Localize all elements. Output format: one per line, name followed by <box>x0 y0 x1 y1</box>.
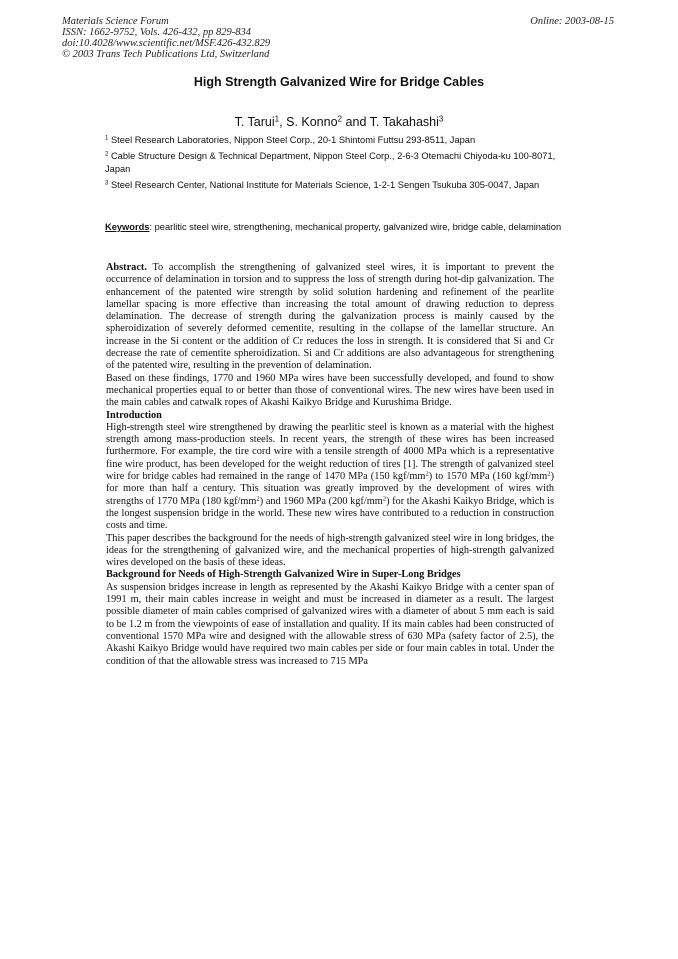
text-run: ) and 1960 MPa (200 kgf/mm <box>259 495 383 507</box>
affiliation-number: 2 <box>105 151 109 158</box>
section-heading-introduction: Introduction <box>106 409 162 421</box>
author-affil-mark: 2 <box>337 114 343 124</box>
affiliation-number: 1 <box>105 135 109 142</box>
section-heading-background: Background for Needs of High-Strength Galvanized Wire in Super-Long Bridges <box>106 569 461 581</box>
author-name: T. Tarui <box>234 115 275 129</box>
text-run: ) to 1570 MPa (160 kgf/mm <box>428 471 548 483</box>
author-list <box>0 115 678 129</box>
text-run: ) for the Akashi Kaikyo Bridge, which is the longest suspension bridge in the world. These new wires have contributed to a reduction in construction costs and time. <box>106 495 554 532</box>
superscript: 2 <box>547 470 551 478</box>
superscript: 2 <box>256 494 260 502</box>
abstract-paragraph <box>106 262 554 373</box>
keywords-block: Keywords: pearlitic steel wire, strengthening, mechanical property, galvanized wire, bridge cable, delamination <box>105 222 562 232</box>
superscript: 2 <box>425 470 429 478</box>
introduction-paragraph <box>106 422 554 533</box>
journal-name: Materials Science Forum <box>62 16 169 27</box>
author-affil-mark: 3 <box>438 114 444 124</box>
text-run: High-strength steel wire strengthened by drawing the pearlitic steel is known as a material with the highest strength among mass-production steels. In recent years, the strength of these wires has been increased furthermore. For example, the tire cord wire with a tensile strength of 4000 MPa which is a representative fine wire product, has been developed for the weight reduction of tires [1]. The strength of galvanized steel wire for bridge cables had remained in the range of 1470 MPa (150 kgf/mm <box>106 421 554 483</box>
abstract-text: To accomplish the strengthening of galvanized steel wires, it is important to prevent the occurrence of delamination in torsion and to suppress the loss of strength during hot-dip galvanization. The enhancement of the patented wire strength by solid solution hardening and refinement of the pearlite lamellar spacing is more effective than increasing the total amount of drawing reduction to depress delamination. The decrease of strength during the galvanization process is mainly caused by the spheroidization of severely deformed cementite, resulting in the collapse of the lamellar structure. An increase in the Si content or the addition of Cr reduces the loss in strength. It is considered that Si and Cr decrease the rate of cementite spheroidization. Si and Cr additions are also advantageous for strengthening of the patented wire, resulting in the prevention of delamination. <box>106 262 554 372</box>
affiliation <box>105 134 565 147</box>
author-affil-mark: 1 <box>274 114 280 124</box>
text-run: ) for more than half a century. This situation was greatly improved by the development of wires with strengths of 1770 MPa (180 kgf/mm <box>106 471 554 507</box>
affiliations <box>105 134 565 195</box>
doi-line: doi:10.4028/www.scientific.net/MSF.426-432.829 <box>62 38 271 49</box>
affiliation-number: 3 <box>105 180 109 187</box>
author-name: T. Takahashi <box>369 115 439 129</box>
author-separator: , <box>279 115 287 129</box>
introduction-paragraph: This paper describes the background for the needs of high-strength galvanized steel wire in long bridges, the ideas for the strengthening of galvanized wire, and the mechanical properties of high-strength galvanized wires developed on the basis of these ideas. <box>106 532 554 569</box>
issn-line: ISSN: 1662-9752, Vols. 426-432, pp 829-834 <box>62 27 251 38</box>
body-text <box>106 262 554 668</box>
paper-title: High Strength Galvanized Wire for Bridge Cables <box>193 75 485 89</box>
background-paragraph: As suspension bridges increase in length as represented by the Akashi Kaikyo Bridge with a center span of 1991 m, their main cables increase in weight and must be increased in diameter as a result. The largest possible diameter of main cables comprised of galvanized wires with a diameter of about 5 mm each is said to be 1.2 m from the viewpoints of ease of installation and quality. If its main cables had been constructed of conventional 1570 MPa wire and designed with the allowable stress of 630 MPa (safety factor of 2.5), the Akashi Kaikyo Bridge would have required two main cables per side or four main cables in total. Under the condition of that the allowable stress was increased to 715 MPa <box>106 581 554 667</box>
author-separator: and <box>342 115 370 129</box>
copyright-line: © 2003 Trans Tech Publications Ltd, Switzerland <box>62 49 270 60</box>
affiliation <box>105 150 565 176</box>
affiliation-text: Steel Research Laboratories, Nippon Steel Corp., 20-1 Shintomi Futtsu 293-8511, Japan <box>110 135 476 145</box>
online-date: Online: 2003-08-15 <box>530 16 614 27</box>
affiliation-text: Steel Research Center, National Institute for Materials Science, 1-2-1 Sengen Tsukuba 305-0047, Japan <box>110 180 540 190</box>
affiliation <box>105 179 565 192</box>
journal-header <box>62 16 270 60</box>
affiliation-text: Cable Structure Design & Technical Department, Nippon Steel Corp., 2-6-3 Otemachi Chiyoda-ku 100-8071, Japan <box>105 151 556 174</box>
abstract-paragraph: Based on these findings, 1770 and 1960 MPa wires have been successfully developed, and found to show mechanical properties equal to or better than those of conventional wires. The new wires have been used in the main cables and catwalk ropes of Akashi Kaikyo Bridge and Kurushima Bridge. <box>106 372 554 409</box>
superscript: 2 <box>382 494 387 502</box>
keywords-text: pearlitic steel wire, strengthening, mechanical property, galvanized wire, bridge cable, delamination <box>154 222 562 232</box>
keywords-label: Keywords <box>105 222 150 232</box>
author-name: S. Konno <box>286 115 338 129</box>
abstract-label: Abstract. <box>106 262 147 273</box>
